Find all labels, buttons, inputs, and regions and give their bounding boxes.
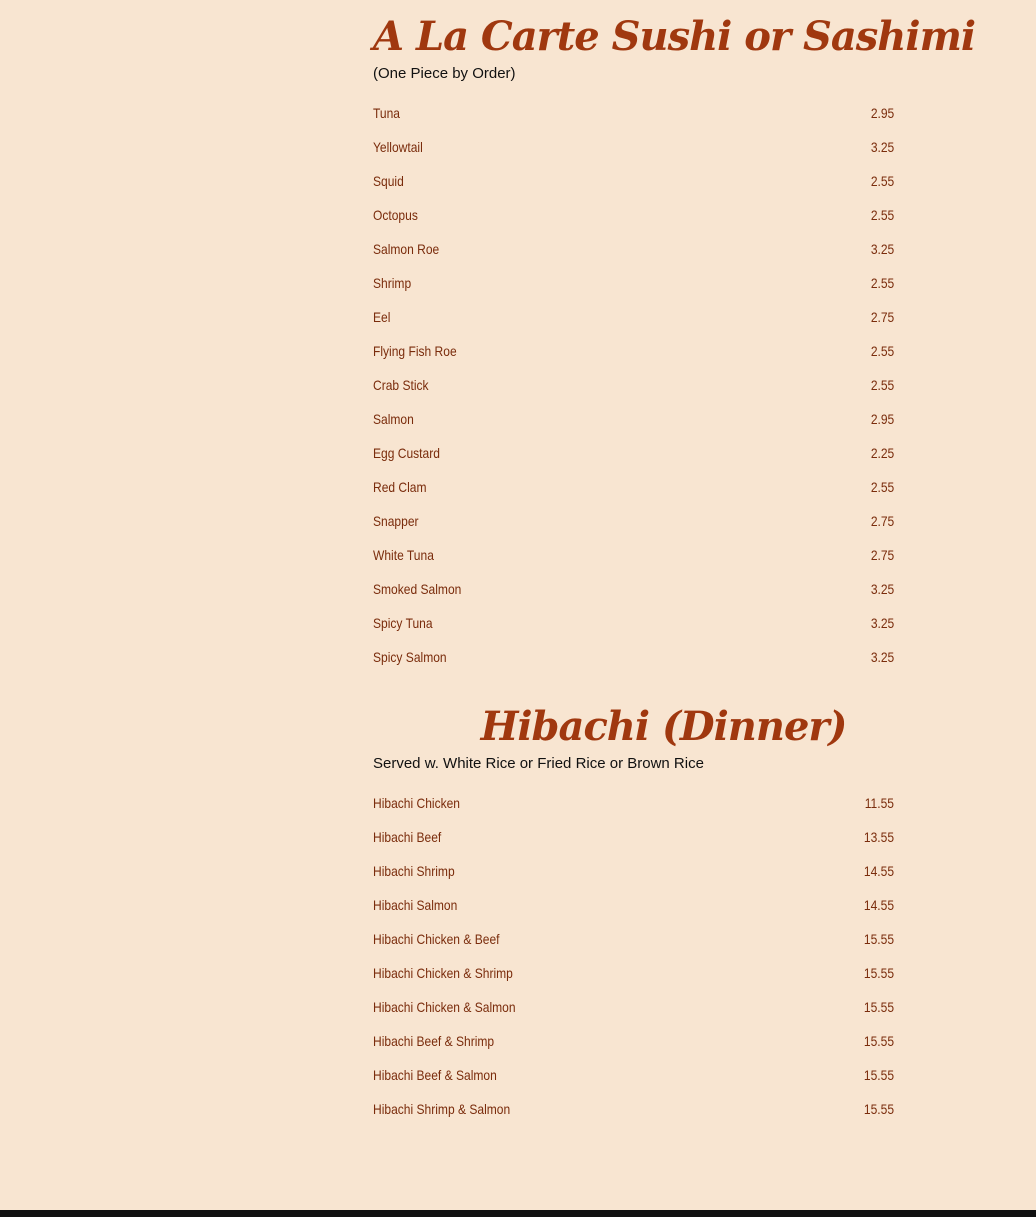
sushi-menu-item	[373, 232, 894, 266]
menu-item-price: 2.95	[870, 105, 894, 121]
sushi-menu-item	[373, 96, 894, 130]
footer-bar	[0, 1210, 1036, 1217]
menu-item-price: 15.55	[863, 965, 894, 981]
menu-item-price: 2.55	[870, 377, 894, 393]
menu-item-name: Tuna	[373, 105, 400, 121]
menu-item-name: Hibachi Chicken	[373, 795, 461, 811]
menu-item-name: Red Clam	[373, 479, 427, 495]
menu-item-price: 2.75	[870, 547, 894, 563]
menu-item-name: Smoked Salmon	[373, 581, 462, 597]
hibachi-menu-item	[373, 922, 894, 956]
menu-item-name: Hibachi Beef & Shrimp	[373, 1033, 495, 1049]
menu-item-name: Snapper	[373, 513, 419, 529]
menu-item-price: 14.55	[863, 897, 894, 913]
menu-item-price: 3.25	[870, 581, 894, 597]
menu-item-price: 15.55	[863, 999, 894, 1015]
hibachi-menu-item	[373, 854, 894, 888]
hibachi-menu-item	[373, 888, 894, 922]
menu-item-price: 3.25	[870, 139, 894, 155]
menu-item-price: 3.25	[870, 615, 894, 631]
menu-item-name: Crab Stick	[373, 377, 429, 393]
hibachi-menu-item	[373, 1024, 894, 1058]
menu-item-name: Yellowtail	[373, 139, 423, 155]
menu-item-name: White Tuna	[373, 547, 434, 563]
sushi-section-title: A La Carte Sushi or Sashimi	[373, 13, 976, 60]
hibachi-section-subtitle: Served w. White Rice or Fried Rice or Brown Rice	[373, 755, 704, 772]
menu-item-price: 2.95	[870, 411, 894, 427]
sushi-menu-item	[373, 300, 894, 334]
menu-item-name: Egg Custard	[373, 445, 440, 461]
sushi-menu-item	[373, 470, 894, 504]
menu-item-name: Hibachi Beef & Salmon	[373, 1067, 497, 1083]
hibachi-section	[373, 702, 894, 1126]
sushi-menu-item	[373, 572, 894, 606]
menu-item-name: Hibachi Chicken & Shrimp	[373, 965, 513, 981]
sushi-menu-item	[373, 640, 894, 674]
sushi-menu-item	[373, 504, 894, 538]
menu-item-price: 11.55	[864, 795, 894, 811]
menu-item-name: Hibachi Chicken & Salmon	[373, 999, 516, 1015]
menu-item-price: 2.75	[870, 513, 894, 529]
menu-item-name: Salmon Roe	[373, 241, 440, 257]
sushi-section	[373, 12, 976, 674]
hibachi-menu-item	[373, 990, 894, 1024]
menu-item-name: Hibachi Shrimp & Salmon	[373, 1101, 511, 1117]
sushi-menu-item	[373, 130, 894, 164]
sushi-menu-item	[373, 538, 894, 572]
sushi-menu-item	[373, 368, 894, 402]
menu-item-price: 15.55	[863, 1033, 894, 1049]
sushi-menu-item	[373, 402, 894, 436]
menu-item-price: 15.55	[863, 1101, 894, 1117]
menu-item-name: Hibachi Salmon	[373, 897, 458, 913]
menu-item-price: 2.75	[870, 309, 894, 325]
menu-item-name: Spicy Tuna	[373, 615, 433, 631]
menu-item-price: 3.25	[870, 649, 894, 665]
menu-item-price: 15.55	[863, 1067, 894, 1083]
menu-item-price: 14.55	[863, 863, 894, 879]
sushi-menu-item	[373, 266, 894, 300]
hibachi-menu-item	[373, 956, 894, 990]
menu-item-name: Salmon	[373, 411, 414, 427]
sushi-menu-item	[373, 334, 894, 368]
menu-item-name: Shrimp	[373, 275, 412, 291]
sushi-menu-item	[373, 198, 894, 232]
sushi-menu-item	[373, 164, 894, 198]
menu-item-name: Eel	[373, 309, 391, 325]
hibachi-menu-item	[373, 786, 894, 820]
hibachi-menu-item	[373, 1058, 894, 1092]
menu-item-price: 13.55	[863, 829, 894, 845]
menu-item-price: 3.25	[870, 241, 894, 257]
menu-item-price: 15.55	[863, 931, 894, 947]
sushi-section-subtitle: (One Piece by Order)	[373, 65, 516, 82]
menu-item-price: 2.55	[870, 173, 894, 189]
menu-item-price: 2.25	[870, 445, 894, 461]
hibachi-menu-item	[373, 820, 894, 854]
menu-item-name: Hibachi Chicken & Beef	[373, 931, 500, 947]
sushi-item-list	[373, 96, 894, 674]
hibachi-menu-item	[373, 1092, 894, 1126]
menu-item-name: Hibachi Beef	[373, 829, 442, 845]
menu-item-price: 2.55	[870, 207, 894, 223]
menu-item-name: Octopus	[373, 207, 418, 223]
menu-item-price: 2.55	[870, 343, 894, 359]
menu-item-name: Spicy Salmon	[373, 649, 447, 665]
menu-item-price: 2.55	[870, 479, 894, 495]
hibachi-item-list	[373, 786, 894, 1126]
menu-item-name: Hibachi Shrimp	[373, 863, 455, 879]
sushi-menu-item	[373, 436, 894, 470]
menu-item-name: Flying Fish Roe	[373, 343, 457, 359]
menu-item-name: Squid	[373, 173, 404, 189]
hibachi-section-title: Hibachi (Dinner)	[480, 703, 847, 750]
menu-item-price: 2.55	[870, 275, 894, 291]
sushi-menu-item	[373, 606, 894, 640]
